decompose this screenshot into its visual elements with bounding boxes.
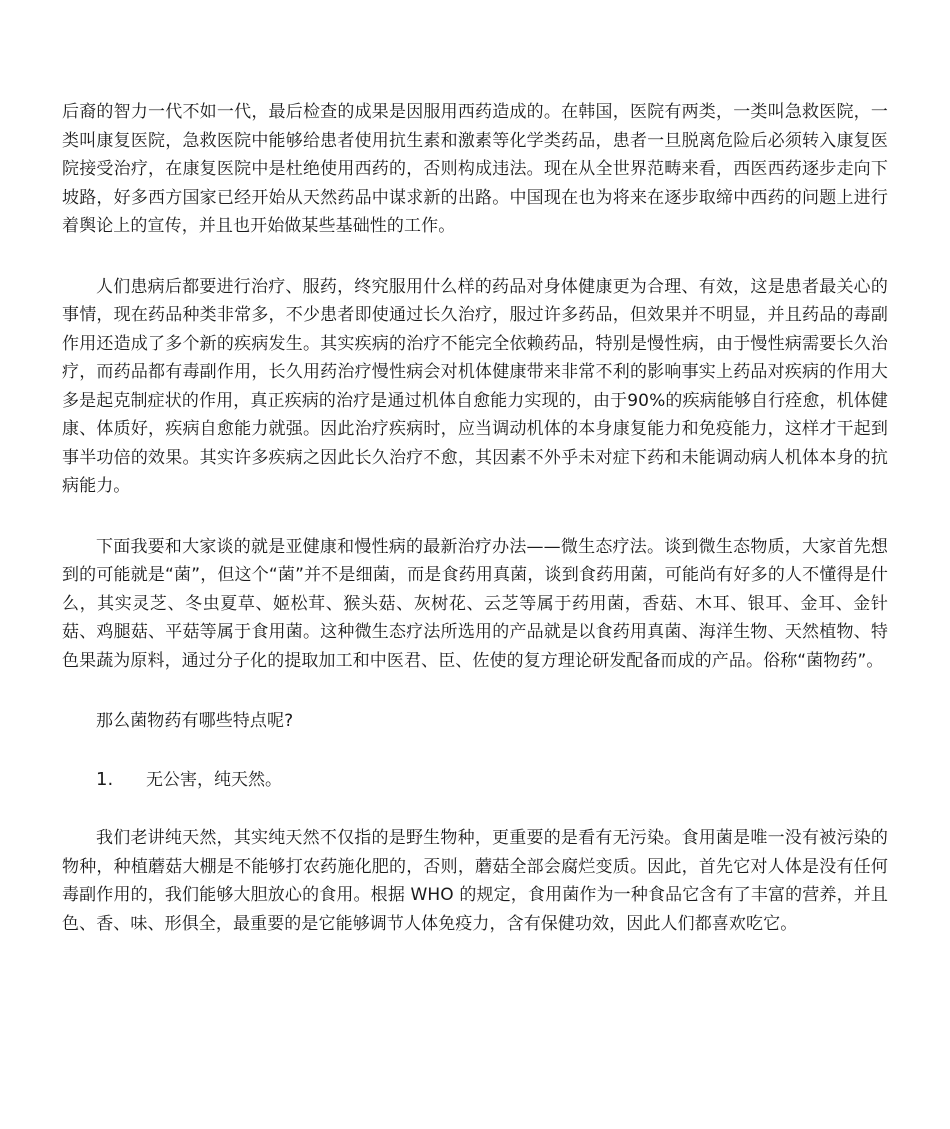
paragraph-1: 后裔的智力一代不如一代，最后检查的成果是因服用西药造成的。在韩国，医院有两类，一类叫急救医院，一类叫康复医院，急救医院中能够给患者使用抗生素和激素等化学类药品，患者一旦脱离危险后必须转入康复医院接受治疗，在康复医院中是杜绝使用西药的，否则构成违法。现在从全世界范畴来看，西医西药逐步走向下坡路，好多西方国家已经开始从天然药品中谋求新的出路。中国现在也为将来在逐步取缔中西药的问题上进行着舆论上的宣传，并且也开始做某些基础性的工作。 (62, 102, 888, 236)
list-number: 1. (96, 768, 114, 790)
paragraph-spacer (62, 675, 888, 707)
list-text: 无公害，纯天然。 (146, 769, 282, 790)
paragraph-spacer (62, 501, 888, 533)
question-line: 那么菌物药有哪些特点呢? (96, 711, 294, 731)
paragraph-4: 我们老讲纯天然，其实纯天然不仅指的是野生物种，更重要的是看有无污染。食用菌是唯一没有被污染的物种，种植蘑菇大棚是不能够打农药施化肥的，否则，蘑菇全部会腐烂变质。因此，首先它对人体是没有任何毒副作用的，我们能够大胆放心的食用。根据 WHO 的规定，食用菌作为一种食品它含有了丰富的营养，并且色、香、味、形俱全，最重要的是它能够调节人体免疫力，含有保健功效，因此人们都喜欢吃它。 (62, 828, 888, 934)
paragraph-spacer (62, 794, 888, 824)
paragraph-3: 下面我要和大家谈的就是亚健康和慢性病的最新治疗办法——微生态疗法。谈到微生态物质，大家首先想到的可能就是“菌”，但这个“菌”并不是细菌，而是食药用真菌，谈到食药用菌，可能尚有好多的人不懂得是什么，其实灵芝、冬虫夏草、姬松茸、猴头菇、灰树花、云芝等属于药用菌，香菇、木耳、银耳、金耳、金针菇、鸡腿菇、平菇等属于食用菌。这种微生态疗法所选用的产品就是以食药用真菌、海洋生物、天然植物、特色果蔬为原料，通过分子化的提取加工和中医君、臣、佐使的复方理论研发配备而成的产品。俗称“菌物药”。 (62, 536, 888, 671)
paragraph-spacer (62, 736, 888, 766)
paragraph-2: 人们患病后都要进行治疗、服药，终究服用什么样的药品对身体健康更为合理、有效，这是患者最关心的事情，现在药品种类非常多，不少患者即使通过长久治疗，服过许多药品，但效果并不明显，并且药品的毒副作用还造成了多个新的疾病发生。其实疾病的治疗不能完全依赖药品，特别是慢性病，由于慢性病需要长久治疗，而药品都有毒副作用，长久用药治疗慢性病会对机体健康带来非常不利的影响事实上药品对疾病的作用大多是起克制症状的作用，真正疾病的治疗是通过机体自愈能力实现的，由于90%的疾病能够自行痊愈，机体健康、体质好，疾病自愈能力就强。因此治疗疾病时，应当调动机体的本身康复能力和免疫能力，这样才干起到事半功倍的效果。其实许多疾病之因此长久治疗不愈，其因素不外乎未对症下药和未能调动病人机体本身的抗病能力。 (62, 276, 888, 496)
document-body (62, 98, 888, 938)
numbered-list-item (62, 766, 888, 795)
paragraph-spacer (62, 241, 888, 273)
